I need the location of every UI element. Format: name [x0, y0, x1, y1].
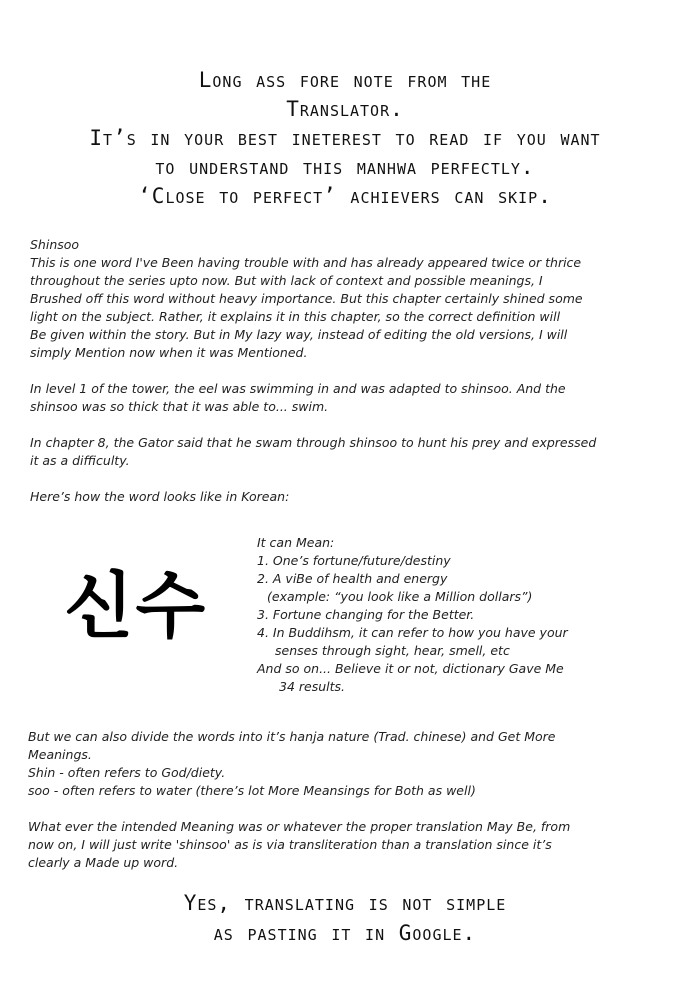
paragraph-line: In level 1 of the tower, the eel was swimming in and was adapted to shinsoo. And the [30, 381, 566, 396]
paragraph-line: Meanings. [28, 747, 92, 762]
translator-note-title [0, 66, 690, 211]
meaning-item: 1. One’s fortune/future/destiny [257, 553, 451, 568]
meaning-item: 3. Fortune changing for the Better. [257, 607, 475, 622]
final-note-paragraph [28, 818, 668, 872]
paragraph-line: Shin - often refers to God/diety. [28, 765, 226, 780]
meanings-list [257, 534, 568, 696]
paragraph-line: light on the subject. Rather, it explains it in this chapter, so the correct definition will [30, 309, 561, 324]
meaning-item-continued: senses through sight, hear, smell, etc [275, 643, 510, 658]
paragraph-line: But we can also divide the words into it’s hanja nature (Trad. chinese) and Get More [28, 729, 556, 744]
meaning-item: And so on... Believe it or not, dictionary Gave Me [257, 661, 564, 676]
paragraph-line: shinsoo was so thick that it was able to... swim. [30, 399, 329, 414]
chapter8-paragraph [30, 434, 670, 470]
closing-line: Yes, translating is not simple [183, 891, 507, 915]
meaning-item: 4. In Buddihsm, it can refer to how you have your [257, 625, 568, 640]
level1-paragraph [30, 380, 670, 416]
paragraph-line: This is one word I've Been having trouble with and has already appeared twice or thrice [30, 255, 582, 270]
paragraph-line: throughout the series upto now. But with lack of context and possible meanings, I [30, 273, 543, 288]
paragraph-line: Here’s how the word looks like in Korean: [30, 489, 290, 504]
paragraph-line: clearly a Made up word. [28, 855, 179, 870]
shinsoo-section [30, 236, 670, 362]
paragraph-line: soo - often refers to water (there’s lot More Meansings for Both as well) [28, 783, 476, 798]
paragraph-line: In chapter 8, the Gator said that he swam through shinsoo to hunt his prey and expressed [30, 435, 597, 450]
paragraph-line: Brushed off this word without heavy importance. But this chapter certainly shined some [30, 291, 583, 306]
korean-intro-paragraph [30, 488, 670, 506]
title-line: It’s in your best ineterest to read if you want [89, 126, 601, 150]
paragraph-line: Be given within the story. But in My lazy way, instead of editing the old versions, I will [30, 327, 568, 342]
title-line: Translator. [286, 97, 404, 121]
hanja-paragraph [28, 728, 668, 800]
meaning-item: 2. A viBe of health and energy [257, 571, 448, 586]
closing-line: as pasting it in Google. [213, 921, 477, 945]
paragraph-line: What ever the intended Meaning was or whatever the proper translation May Be, from [28, 819, 571, 834]
meaning-example: (example: “you look like a Million dollars”) [267, 589, 533, 604]
closing-statement [0, 888, 690, 948]
title-line: to understand this manhwa perfectly. [155, 155, 535, 179]
korean-word: 신수 [64, 563, 208, 648]
meaning-item-continued: 34 results. [279, 679, 346, 694]
paragraph-line: simply Mention now when it was Mentioned. [30, 345, 308, 360]
section-heading: Shinsoo [30, 237, 80, 252]
paragraph-line: it as a difficulty. [30, 453, 130, 468]
title-line: ‘Close to perfect’ achievers can skip. [138, 184, 552, 208]
title-line: Long ass fore note from the [198, 68, 492, 92]
meanings-intro: It can Mean: [257, 535, 335, 550]
paragraph-line: now on, I will just write 'shinsoo' as is via transliteration than a translation since it’s [28, 837, 552, 852]
